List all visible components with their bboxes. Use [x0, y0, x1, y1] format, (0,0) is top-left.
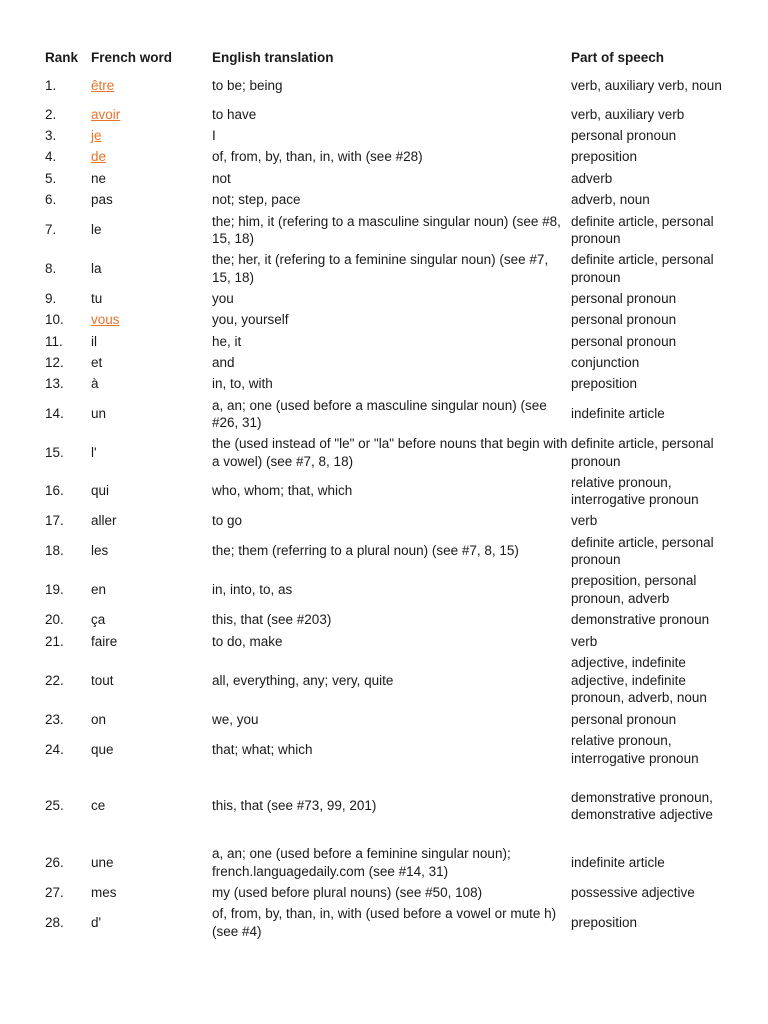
part-of-speech-cell: personal pronoun: [571, 290, 677, 306]
french-word-cell: ce: [91, 798, 106, 814]
table-row: [44, 532, 734, 570]
french-word-link[interactable]: je: [91, 127, 102, 143]
part-of-speech-cell: personal pronoun: [571, 333, 677, 349]
rank-cell: 13.: [45, 376, 64, 392]
rank-cell: 21.: [45, 633, 64, 649]
english-translation-cell: not: [212, 170, 231, 186]
french-word-link[interactable]: avoir: [91, 106, 121, 122]
part-of-speech-cell: demonstrative pronoun: [571, 612, 710, 628]
part-of-speech-cell: preposition: [571, 914, 638, 930]
french-word-cell: l': [91, 444, 97, 460]
rank-cell: 15.: [45, 444, 64, 460]
rank-cell: 25.: [45, 798, 64, 814]
english-translation-cell: this, that (see #203): [212, 612, 332, 628]
french-word-cell: il: [91, 333, 97, 349]
french-word-cell: ça: [91, 612, 106, 628]
table-row: [44, 652, 734, 709]
rank-cell: 23.: [45, 711, 64, 727]
table-row: [44, 609, 734, 631]
french-word-cell: un: [91, 406, 107, 422]
table-body: [44, 68, 734, 941]
french-word-cell: la: [91, 260, 102, 276]
part-of-speech-cell: possessive adjective: [571, 885, 695, 901]
english-translation-cell: all, everything, any; very, quite: [212, 672, 394, 688]
rank-cell: 4.: [45, 149, 57, 165]
english-translation-cell: this, that (see #73, 99, 201): [212, 798, 377, 814]
english-translation-cell: that; what; which: [212, 741, 313, 757]
table-row: [44, 631, 734, 652]
table-row: [44, 433, 734, 472]
table-row: [44, 104, 734, 125]
part-of-speech-cell: adverb: [571, 170, 613, 186]
table-row: [44, 904, 734, 941]
rank-cell: 16.: [45, 483, 64, 499]
english-translation-cell: the; her, it (refering to a feminine singular noun) (see #7, 15, 18): [212, 252, 549, 285]
french-word-cell: [90, 125, 211, 146]
rank-cell: 10.: [45, 312, 64, 328]
english-translation-cell: and: [212, 354, 235, 370]
part-of-speech-cell: preposition, personal pronoun, adverb: [571, 573, 697, 606]
french-word-cell: que: [91, 741, 114, 757]
french-word-cell: les: [91, 543, 109, 559]
french-word-cell: faire: [91, 633, 118, 649]
rank-cell: 9.: [45, 290, 57, 306]
rank-cell: 3.: [45, 127, 57, 143]
table-row: [44, 769, 734, 843]
french-word-cell: à: [91, 376, 99, 392]
french-word-cell: on: [91, 711, 107, 727]
english-translation-cell: we, you: [212, 711, 259, 727]
rank-cell: 19.: [45, 581, 64, 597]
part-of-speech-cell: relative pronoun, interrogative pronoun: [571, 733, 699, 766]
english-translation-cell: I: [212, 127, 216, 143]
part-of-speech-column-header: Part of speech: [571, 50, 665, 66]
rank-cell: 26.: [45, 854, 64, 870]
rank-cell: 14.: [45, 406, 64, 422]
english-translation-cell: not; step, pace: [212, 192, 301, 208]
part-of-speech-cell: personal pronoun: [571, 711, 677, 727]
french-word-cell: [90, 309, 211, 331]
part-of-speech-cell: relative pronoun, interrogative pronoun: [571, 474, 699, 507]
french-word-link[interactable]: de: [91, 149, 107, 165]
part-of-speech-cell: verb: [571, 633, 598, 649]
part-of-speech-cell: adjective, indefinite adjective, indefinite pronoun, adverb, noun: [571, 655, 707, 706]
rank-cell: 27.: [45, 885, 64, 901]
part-of-speech-cell: definite article, personal pronoun: [571, 534, 714, 567]
part-of-speech-cell: verb, auxiliary verb, noun: [571, 78, 722, 94]
table-row: [44, 570, 734, 609]
french-word-link[interactable]: être: [91, 78, 115, 94]
table-row: [44, 249, 734, 288]
english-translation-cell: to go: [212, 513, 243, 529]
rank-cell: 12.: [45, 354, 64, 370]
english-translation-cell: to do, make: [212, 633, 283, 649]
part-of-speech-cell: adverb, noun: [571, 192, 650, 208]
table-row: [44, 730, 734, 769]
french-word-cell: [90, 68, 211, 104]
part-of-speech-cell: definite article, personal pronoun: [571, 436, 714, 469]
part-of-speech-cell: demonstrative pronoun, demonstrative adjective: [571, 789, 713, 822]
french-word-cell: [90, 104, 211, 125]
french-vocabulary-table: [44, 47, 734, 941]
french-word-cell: tout: [91, 672, 114, 688]
part-of-speech-cell: verb: [571, 513, 598, 529]
table-row: [44, 211, 734, 249]
table-row: [44, 472, 734, 510]
french-word-cell: qui: [91, 483, 110, 499]
rank-cell: 1.: [45, 78, 57, 94]
rank-cell: 24.: [45, 741, 64, 757]
rank-cell: 5.: [45, 170, 57, 186]
table-row: [44, 709, 734, 730]
part-of-speech-cell: personal pronoun: [571, 312, 677, 328]
english-translation-cell: you: [212, 290, 234, 306]
english-translation-cell: in, to, with: [212, 376, 273, 392]
english-translation-cell: my (used before plural nouns) (see #50, 108): [212, 885, 483, 901]
table-row: [44, 68, 734, 104]
english-translation-cell: you, yourself: [212, 312, 289, 328]
english-translation-column-header: English translation: [212, 50, 334, 66]
table-row: [44, 352, 734, 373]
table-row: [44, 125, 734, 146]
french-word-cell: mes: [91, 885, 117, 901]
part-of-speech-cell: definite article, personal pronoun: [571, 252, 714, 285]
english-translation-cell: he, it: [212, 333, 242, 349]
rank-cell: 11.: [45, 333, 63, 349]
french-word-cell: d': [91, 914, 102, 930]
english-translation-cell: to have: [212, 106, 257, 122]
table-row: [44, 146, 734, 168]
english-translation-cell: a, an; one (used before a feminine singular noun); french.languagedaily.com (see #14, 31): [212, 846, 511, 879]
table-row: [44, 373, 734, 395]
table-row: [44, 843, 734, 882]
english-translation-cell: who, whom; that, which: [212, 483, 353, 499]
rank-column-header: Rank: [45, 50, 79, 66]
french-word-cell: aller: [91, 513, 117, 529]
rank-cell: 17.: [45, 513, 64, 529]
part-of-speech-cell: conjunction: [571, 354, 640, 370]
english-translation-cell: to be; being: [212, 78, 283, 94]
part-of-speech-cell: definite article, personal pronoun: [571, 213, 714, 246]
part-of-speech-cell: indefinite article: [571, 406, 665, 422]
part-of-speech-cell: personal pronoun: [571, 127, 677, 143]
part-of-speech-cell: verb, auxiliary verb: [571, 106, 685, 122]
table-row: [44, 395, 734, 433]
table-header-row: [44, 47, 734, 68]
table-row: [44, 288, 734, 309]
english-translation-cell: a, an; one (used before a masculine singular noun) (see #26, 31): [212, 397, 547, 430]
table-row: [44, 189, 734, 211]
part-of-speech-cell: preposition: [571, 376, 638, 392]
english-translation-cell: the; him, it (refering to a masculine singular noun) (see #8, 15, 18): [212, 213, 561, 246]
french-word-cell: ne: [91, 170, 107, 186]
french-word-cell: et: [91, 354, 103, 370]
french-word-column-header: French word: [91, 50, 173, 66]
french-word-cell: une: [91, 854, 114, 870]
rank-cell: 8.: [45, 260, 57, 276]
french-word-cell: en: [91, 581, 107, 597]
english-translation-cell: of, from, by, than, in, with (used before a vowel or mute h) (see #4): [212, 906, 557, 939]
table-row: [44, 168, 734, 189]
french-word-link[interactable]: vous: [91, 312, 120, 328]
rank-cell: 20.: [45, 612, 64, 628]
table-row: [44, 309, 734, 331]
english-translation-cell: the (used instead of "le" or "la" before nouns that begin with a vowel) (see #7, 8, 18): [212, 436, 568, 469]
rank-cell: 18.: [45, 543, 64, 559]
english-translation-cell: in, into, to, as: [212, 581, 293, 597]
english-translation-cell: of, from, by, than, in, with (see #28): [212, 149, 423, 165]
english-translation-cell: the; them (referring to a plural noun) (see #7, 8, 15): [212, 543, 519, 559]
rank-cell: 22.: [45, 672, 64, 688]
table-row: [44, 882, 734, 904]
rank-cell: 28.: [45, 914, 64, 930]
table-row: [44, 331, 734, 352]
rank-cell: 2.: [45, 106, 57, 122]
french-word-cell: pas: [91, 192, 113, 208]
rank-cell: 6.: [45, 192, 57, 208]
part-of-speech-cell: indefinite article: [571, 854, 665, 870]
french-word-cell: le: [91, 222, 102, 238]
part-of-speech-cell: preposition: [571, 149, 638, 165]
rank-cell: 7.: [45, 222, 57, 238]
table-row: [44, 510, 734, 532]
french-word-cell: [90, 146, 211, 168]
french-word-cell: tu: [91, 290, 103, 306]
